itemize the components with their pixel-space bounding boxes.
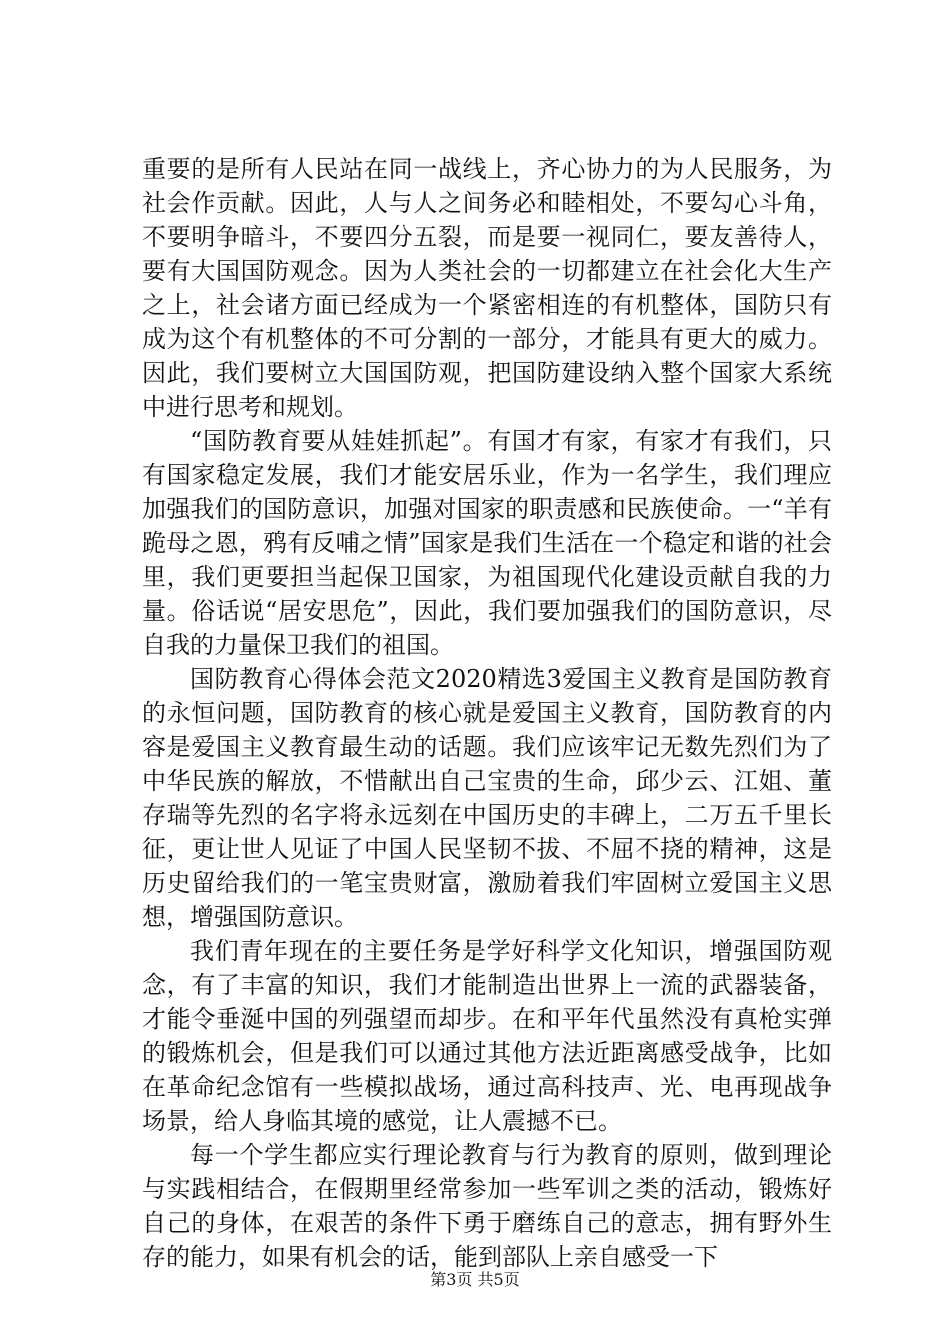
paragraph-2: “国防教育要从娃娃抓起”。有国才有家，有家才有我们，只有国家稳定发展，我们才能安居乐业，作为一名学生，我们理应加强我们的国防意识，加强对国家的职责感和民族使命。一“羊有跪母之恩，鸦有反哺之情”国家是我们生活在一个稳定和谐的社会里，我们更要担当起保卫国家，为祖国现代化建设贡献自我的力量。俗话说“居安思危”，因此，我们要加强我们的国防意识，尽自我的力量保卫我们的祖国。 <box>142 427 832 659</box>
paragraph-5: 每一个学生都应实行理论教育与行为教育的原则，做到理论与实践相结合，在假期里经常参加一些军训之类的活动，锻炼好自己的身体，在艰苦的条件下勇于磨练自己的意志，拥有野外生存的能力，如果有机会的话，能到部队上亲自感受一下 <box>142 1141 832 1271</box>
paragraph-3: 国防教育心得体会范文2020精选3爱国主义教育是国防教育的永恒问题，国防教育的核心就是爱国主义教育，国防教育的内容是爱国主义教育最生动的话题。我们应该牢记无数先烈们为了中华民族的解放，不惜献出自己宝贵的生命，邱少云、江姐、董存瑞等先烈的名字将永远刻在中国历史的丰碑上，二万五千里长征，更让世人见证了中国人民坚韧不拔、不屈不挠的精神，这是历史留给我们的一笔宝贵财富，激励着我们牢固树立爱国主义思想，增强国防意识。 <box>142 665 832 931</box>
document-body <box>142 152 832 1274</box>
paragraph-4: 我们青年现在的主要任务是学好科学文化知识，增强国防观念，有了丰富的知识，我们才能制造出世界上一流的武器装备，才能令垂涎中国的列强望而却步。在和平年代虽然没有真枪实弹的锻炼机会，但是我们可以通过其他方法近距离感受战争，比如在革命纪念馆有一些模拟战场，通过高科技声、光、电再现战争场景，给人身临其境的感觉，让人震撼不已。 <box>142 937 832 1135</box>
paragraph-1: 重要的是所有人民站在同一战线上，齐心协力的为人民服务，为社会作贡献。因此，人与人之间务必和睦相处，不要勾心斗角，不要明争暗斗，不要四分五裂，而是要一视同仁，要友善待人，要有大国国防观念。因为人类社会的一切都建立在社会化大生产之上，社会诸方面已经成为一个紧密相连的有机整体，国防只有成为这个有机整体的不可分割的一部分，才能具有更大的威力。因此，我们要树立大国国防观，把国防建设纳入整个国家大系统中进行思考和规划。 <box>142 155 832 421</box>
page-number-footer: 第3页 共5页 <box>430 1270 520 1289</box>
